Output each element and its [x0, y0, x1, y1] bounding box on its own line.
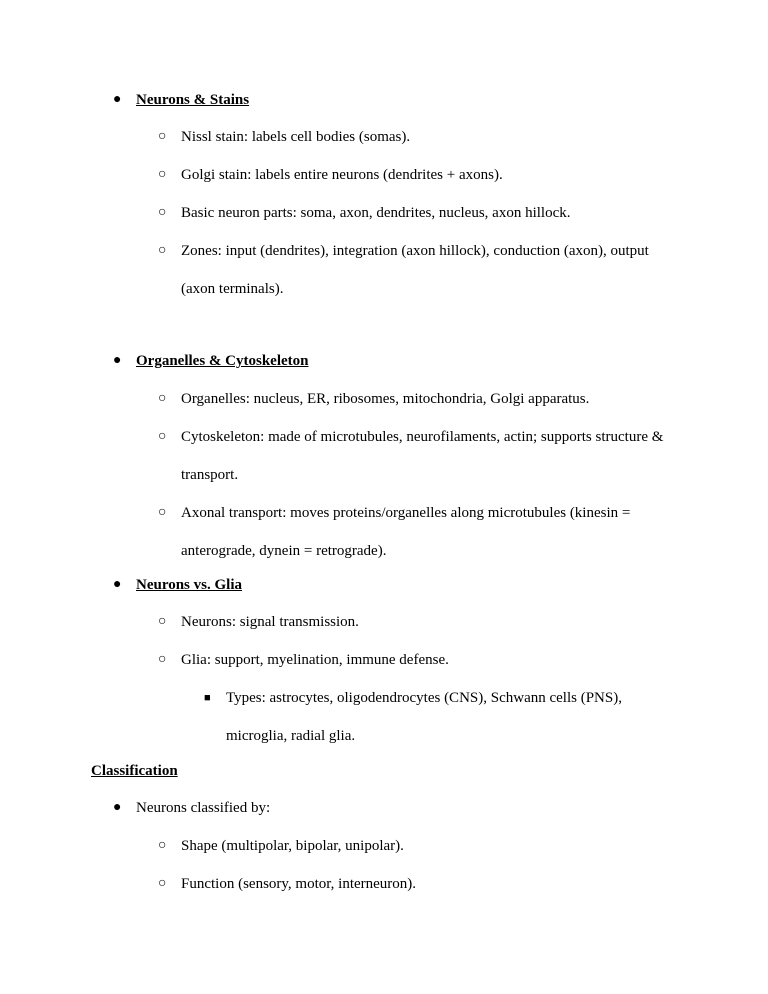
bullet-level2: ○ [158, 243, 167, 258]
list-item: Basic neuron parts: soma, axon, dendrites, nucleus, axon hillock. [181, 205, 571, 221]
list-item: Golgi stain: labels entire neurons (dendrites + axons). [181, 167, 503, 183]
list-item-continuation: transport. [181, 467, 239, 483]
list-subitem-continuation: microglia, radial glia. [226, 728, 356, 744]
bullet-level1: ● [113, 577, 122, 592]
bullet-level1: ● [113, 353, 122, 368]
bullet-level2: ○ [158, 429, 167, 444]
bullet-level2: ○ [158, 614, 167, 629]
section-heading-organelles-cytoskeleton: Organelles & Cytoskeleton [136, 353, 309, 369]
list-item-continuation: anterograde, dynein = retrograde). [181, 543, 387, 559]
heading-classification: Classification [91, 763, 178, 779]
bullet-level2: ○ [158, 505, 167, 520]
list-item-continuation: (axon terminals). [181, 281, 284, 297]
bullet-level2: ○ [158, 876, 167, 891]
list-item: Zones: input (dendrites), integration (axon hillock), conduction (axon), output [181, 243, 649, 259]
bullet-level2: ○ [158, 167, 167, 182]
list-item: Neurons: signal transmission. [181, 614, 359, 630]
bullet-level2: ○ [158, 205, 167, 220]
bullet-level2: ○ [158, 391, 167, 406]
list-item: Nissl stain: labels cell bodies (somas). [181, 129, 411, 145]
bullet-level1: ● [113, 92, 122, 107]
section-heading-neurons-vs-glia: Neurons vs. Glia [136, 577, 242, 593]
bullet-level2: ○ [158, 129, 167, 144]
list-item: Glia: support, myelination, immune defense. [181, 652, 449, 668]
list-item: Neurons classified by: [136, 800, 271, 816]
list-item: Axonal transport: moves proteins/organelles along microtubules (kinesin = [181, 505, 631, 521]
list-item: Cytoskeleton: made of microtubules, neurofilaments, actin; supports structure & [181, 429, 664, 445]
list-item: Shape (multipolar, bipolar, unipolar). [181, 838, 404, 854]
bullet-level3: ■ [204, 692, 211, 704]
bullet-level2: ○ [158, 652, 167, 667]
section-heading-neurons-stains: Neurons & Stains [136, 92, 250, 108]
list-subitem: Types: astrocytes, oligodendrocytes (CNS), Schwann cells (PNS), [226, 690, 622, 706]
list-item: Function (sensory, motor, interneuron). [181, 876, 417, 892]
list-item: Organelles: nucleus, ER, ribosomes, mitochondria, Golgi apparatus. [181, 391, 590, 407]
bullet-level1: ● [113, 800, 122, 815]
bullet-level2: ○ [158, 838, 167, 853]
